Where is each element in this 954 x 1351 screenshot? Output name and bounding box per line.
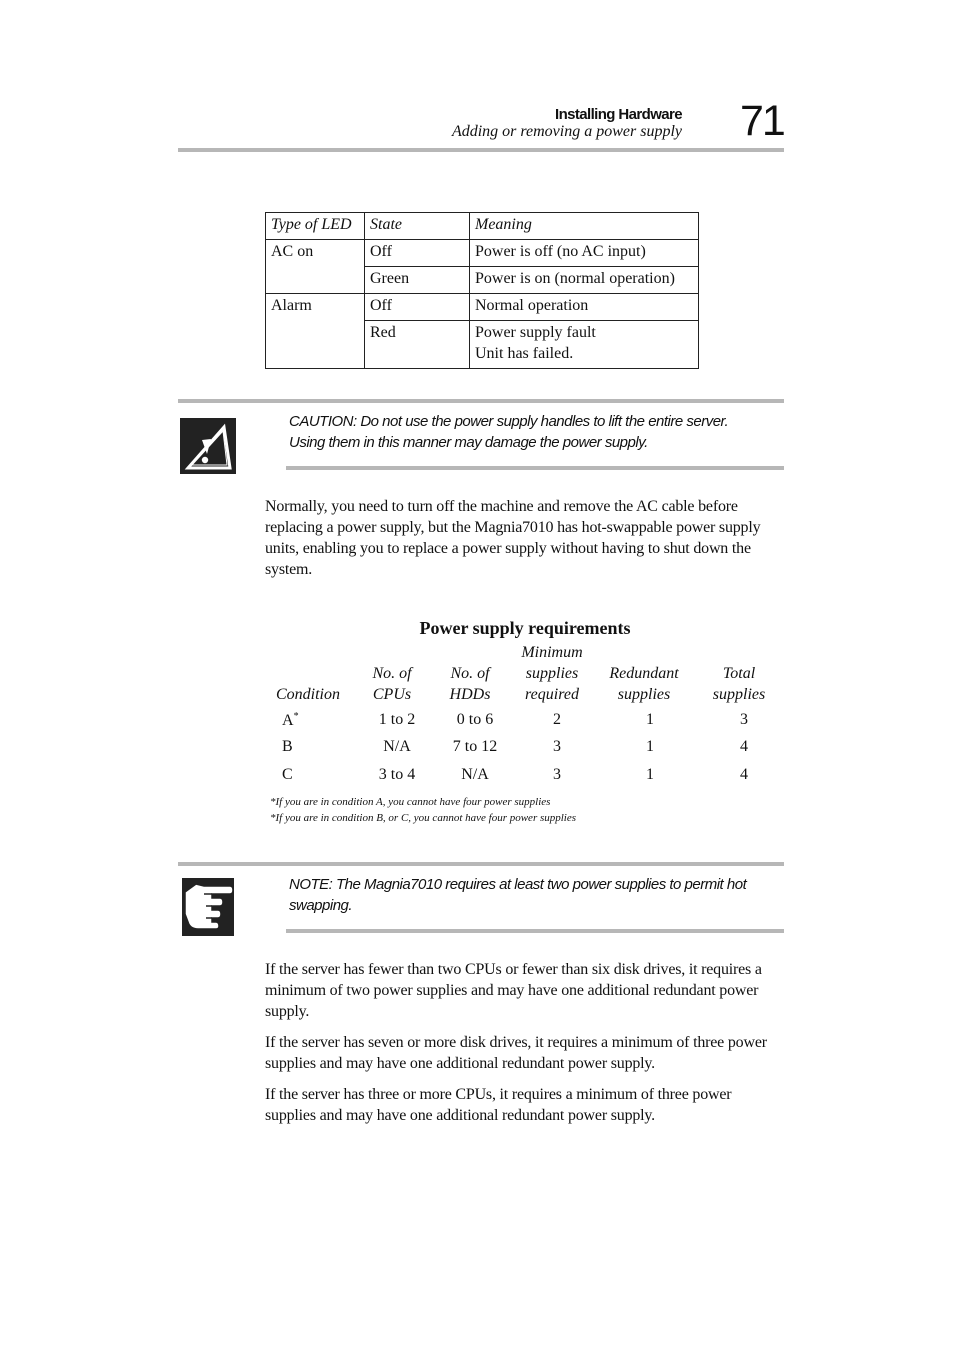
total-cell: 4 <box>740 766 748 783</box>
hdds-cell: 7 to 12 <box>452 738 498 755</box>
warning-triangle-icon <box>180 418 236 474</box>
column-header-line: Condition <box>275 686 340 703</box>
column-header-line: Total <box>722 665 756 682</box>
intro-paragraph: Normally, you need to turn off the machine and remove the AC cable before replacing a power supply, but the Magnia7010 has hot-swappable power supply units, enabling you to replace a power supply without having to shut down the system. <box>265 498 761 578</box>
minimum-cell: 3 <box>553 766 561 783</box>
caution-line: CAUTION: Do not use the power supply handles to lift the entire server. <box>289 413 729 430</box>
column-header-line: CPUs <box>372 686 412 703</box>
hdds-cell: N/A <box>461 766 489 783</box>
total-cell: 4 <box>740 738 748 755</box>
column-header-line: supplies <box>525 665 579 682</box>
note-bottom-rule <box>286 929 784 933</box>
page-number: 71 <box>740 97 784 145</box>
column-header-total <box>700 663 778 705</box>
cpus-cell: 3 to 4 <box>378 766 416 783</box>
led-type-cell: Alarm <box>266 294 365 369</box>
note-top-rule <box>178 862 784 866</box>
column-header-condition <box>268 684 348 705</box>
condition-cell <box>276 711 300 730</box>
meaning-line: Power supply fault <box>475 324 596 341</box>
table-footnote: *If you are in condition A, you cannot have four power supplies <box>270 796 551 808</box>
table-footnote: *If you are in condition B, or C, you cannot have four power supplies <box>270 812 577 824</box>
note-line: NOTE: The Magnia7010 requires at least two power supplies to permit hot <box>289 876 747 893</box>
minimum-cell: 3 <box>553 738 561 755</box>
redundant-cell: 1 <box>646 711 654 728</box>
footnote-marker: * <box>293 711 299 722</box>
note-line: swapping. <box>289 897 353 914</box>
condition-letter: A <box>282 712 294 730</box>
cpus-cell: 1 to 2 <box>378 711 416 728</box>
column-header-minimum <box>510 642 594 705</box>
condition-letter: B <box>282 738 293 755</box>
led-state-cell: Red <box>365 321 470 369</box>
column-header-line: Minimum <box>521 644 583 661</box>
meaning-line: Unit has failed. <box>475 345 574 362</box>
caution-text <box>289 411 779 453</box>
hdds-cell: 0 to 6 <box>456 711 494 728</box>
led-meaning-cell: Power is off (no AC input) <box>470 240 699 267</box>
redundant-cell: 1 <box>646 738 654 755</box>
condition-cell <box>276 766 300 784</box>
led-state-cell: Green <box>365 267 470 294</box>
header-cell-type: Type of LED <box>266 213 365 240</box>
table-header-row <box>266 213 699 240</box>
column-header-line: No. of <box>372 665 412 682</box>
header-cell-state: State <box>365 213 470 240</box>
requirements-title: Power supply requirements <box>419 618 631 638</box>
column-header-line: Redundant <box>609 665 679 682</box>
note-text <box>289 874 779 916</box>
condition-cell <box>276 738 300 756</box>
caution-bottom-rule <box>286 466 784 470</box>
redundant-cell: 1 <box>646 766 654 783</box>
led-state-cell: Off <box>365 294 470 321</box>
minimum-cell: 2 <box>553 711 561 728</box>
total-cell: 3 <box>740 711 748 728</box>
body-paragraph: If the server has fewer than two CPUs or fewer than six disk drives, it requires a minimum of two power supplies and may have one additional redundant power supply. <box>265 961 762 1020</box>
column-header-line: required <box>525 686 579 703</box>
caution-line: Using them in this manner may damage the power supply. <box>289 434 648 451</box>
led-status-table <box>265 212 699 369</box>
led-meaning-cell: Power is on (normal operation) <box>470 267 699 294</box>
pointing-hand-icon <box>182 878 234 936</box>
column-header-line: supplies <box>712 686 766 703</box>
body-paragraph: If the server has three or more CPUs, it requires a minimum of three power supplies and may have one additional redundant power supply. <box>265 1086 732 1124</box>
column-header-redundant <box>598 663 690 705</box>
column-header-line: HDDs <box>449 686 491 703</box>
column-header-cpus <box>356 663 428 705</box>
column-header-line: supplies <box>617 686 671 703</box>
column-header-line: No. of <box>450 665 490 682</box>
header-cell-meaning: Meaning <box>470 213 699 240</box>
table-row <box>266 240 699 267</box>
body-paragraph: If the server has seven or more disk drives, it requires a minimum of three power supplies and may have one additional redundant power supply. <box>265 1034 767 1072</box>
table-row <box>266 294 699 321</box>
column-header-hdds <box>434 663 506 705</box>
led-meaning-cell: Normal operation <box>470 294 699 321</box>
led-type-cell: AC on <box>266 240 365 294</box>
running-header-subsection: Adding or removing a power supply <box>451 123 682 140</box>
led-meaning-cell <box>470 321 699 369</box>
led-state-cell: Off <box>365 240 470 267</box>
running-header-section: Installing Hardware <box>555 106 682 123</box>
condition-letter: C <box>282 766 293 783</box>
header-rule <box>178 148 784 152</box>
cpus-cell: N/A <box>383 738 411 755</box>
caution-top-rule <box>178 399 784 403</box>
